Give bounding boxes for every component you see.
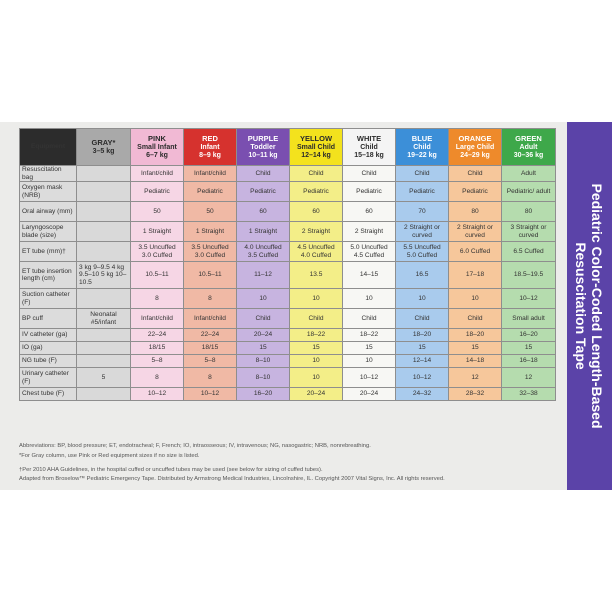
column-weight: 15–18 kg bbox=[354, 152, 384, 159]
table-cell: 18–20 bbox=[449, 329, 502, 342]
table-cell: 1 Straight bbox=[131, 222, 184, 242]
table-cell: 4.5 Uncuffed 4.0 Cuffed bbox=[290, 242, 343, 262]
column-category: Adult bbox=[519, 144, 538, 151]
table-cell: 18.5–19.5 bbox=[502, 262, 556, 289]
column-weight: 10–11 kg bbox=[248, 152, 278, 159]
table-row bbox=[20, 262, 556, 289]
table-cell: 8 bbox=[131, 289, 184, 309]
table-cell: 60 bbox=[343, 202, 396, 222]
column-name: GRAY* bbox=[91, 138, 116, 147]
table-cell: 16–20 bbox=[237, 388, 290, 401]
table-cell: 15 bbox=[237, 342, 290, 355]
table-cell: 22–24 bbox=[184, 329, 237, 342]
table-cell: 16–20 bbox=[502, 329, 556, 342]
table-row bbox=[20, 355, 556, 368]
column-header-yellow bbox=[290, 129, 343, 166]
table-row bbox=[20, 289, 556, 309]
row-label: Oral airway (mm) bbox=[20, 202, 77, 222]
column-weight: 8–9 kg bbox=[199, 152, 221, 159]
column-weight: 3–5 kg bbox=[92, 148, 115, 155]
table-cell: 10.5–11 bbox=[131, 262, 184, 289]
column-name: BLUE bbox=[411, 134, 433, 143]
table-cell: 24–32 bbox=[396, 388, 449, 401]
table-cell: 1 Straight bbox=[237, 222, 290, 242]
copyright-note: Adapted from Broselow™ Pediatric Emergency Tape. Distributed by Armstrong Medical Industries, Lincolnshire, IL. Copyright 2007 Vital Signs, Inc. All rights reserved. bbox=[19, 476, 445, 482]
table-cell: Infant/child bbox=[184, 166, 237, 182]
column-header-green bbox=[502, 129, 556, 166]
row-label: Resuscitation bag bbox=[20, 166, 77, 182]
table-cell: 18–22 bbox=[343, 329, 396, 342]
table-row bbox=[20, 309, 556, 329]
table-cell: 10 bbox=[290, 355, 343, 368]
table-cell: 8 bbox=[131, 368, 184, 388]
table-cell: 10 bbox=[290, 368, 343, 388]
column-category: Child bbox=[360, 144, 378, 151]
table-row bbox=[20, 182, 556, 202]
table-cell: 10 bbox=[449, 289, 502, 309]
column-header-pink bbox=[131, 129, 184, 166]
table-row bbox=[20, 368, 556, 388]
table-cell: 22–24 bbox=[131, 329, 184, 342]
row-label: IO (ga) bbox=[20, 342, 77, 355]
row-label: BP cuff bbox=[20, 309, 77, 329]
table-row bbox=[20, 329, 556, 342]
table-cell: 18/15 bbox=[184, 342, 237, 355]
row-label: Chest tube (F) bbox=[20, 388, 77, 401]
table-cell: Adult bbox=[502, 166, 556, 182]
table-cell: Pediatric bbox=[449, 182, 502, 202]
table-cell: 5.0 Uncuffed 4.5 Cuffed bbox=[343, 242, 396, 262]
table-row bbox=[20, 342, 556, 355]
table-cell bbox=[77, 342, 131, 355]
table-cell: 8 bbox=[184, 289, 237, 309]
table-cell: 4.0 Uncuffed 3.5 Cuffed bbox=[237, 242, 290, 262]
column-weight: 19–22 kg bbox=[407, 152, 437, 159]
table-row bbox=[20, 222, 556, 242]
table-cell: Infant/child bbox=[184, 309, 237, 329]
table-cell: 10 bbox=[237, 289, 290, 309]
table-cell: 10 bbox=[343, 289, 396, 309]
table-cell: 5.5 Uncuffed 5.0 Cuffed bbox=[396, 242, 449, 262]
table-cell: 60 bbox=[290, 202, 343, 222]
table-cell: Infant/child bbox=[131, 309, 184, 329]
table-cell: Child bbox=[343, 166, 396, 182]
table-cell: 10.5–11 bbox=[184, 262, 237, 289]
row-label: Urinary catheter (F) bbox=[20, 368, 77, 388]
table-cell: 3 kg 9–9.5 4 kg 9.5–10 5 kg 10–10.5 bbox=[77, 262, 131, 289]
table-cell: 28–32 bbox=[449, 388, 502, 401]
table-cell: Infant/child bbox=[131, 166, 184, 182]
table-cell: 1 Straight bbox=[184, 222, 237, 242]
table-cell: 14–18 bbox=[449, 355, 502, 368]
table-cell: 2 Straight bbox=[290, 222, 343, 242]
table-cell: Pediatric bbox=[237, 182, 290, 202]
table-cell: 18/15 bbox=[131, 342, 184, 355]
column-weight: 12–14 kg bbox=[301, 152, 331, 159]
column-category: Large Child bbox=[455, 144, 495, 151]
table-cell: 2 Straight bbox=[343, 222, 396, 242]
table-cell: 10–12 bbox=[184, 388, 237, 401]
table-cell: 10–12 bbox=[131, 388, 184, 401]
table-cell: 2 Straight or curved bbox=[449, 222, 502, 242]
table-cell: 18–22 bbox=[290, 329, 343, 342]
column-category: Small Child bbox=[296, 144, 336, 151]
table-cell: 3.5 Uncuffed 3.0 Cuffed bbox=[184, 242, 237, 262]
table-row bbox=[20, 166, 556, 182]
row-label: NG tube (F) bbox=[20, 355, 77, 368]
column-category: Small Infant bbox=[137, 144, 177, 151]
table-cell: Child bbox=[396, 309, 449, 329]
table-cell bbox=[77, 329, 131, 342]
table-cell: 60 bbox=[237, 202, 290, 222]
table-cell: 14–15 bbox=[343, 262, 396, 289]
table-cell: 80 bbox=[449, 202, 502, 222]
table-cell: 70 bbox=[396, 202, 449, 222]
table-cell bbox=[77, 355, 131, 368]
header-row bbox=[20, 129, 556, 166]
column-name: RED bbox=[202, 134, 218, 143]
table-cell: 15 bbox=[449, 342, 502, 355]
column-weight: 30–36 kg bbox=[513, 152, 544, 159]
table-cell: 10 bbox=[290, 289, 343, 309]
table-cell: 10–12 bbox=[343, 368, 396, 388]
table-cell: Pediatric bbox=[343, 182, 396, 202]
table-cell: 8–10 bbox=[237, 355, 290, 368]
column-name: YELLOW bbox=[299, 134, 333, 143]
column-weight: 6–7 kg bbox=[146, 152, 168, 159]
row-label: Suction catheter (F) bbox=[20, 289, 77, 309]
column-weight: 24–29 kg bbox=[460, 152, 490, 159]
table-cell: Child bbox=[290, 309, 343, 329]
table-cell bbox=[77, 182, 131, 202]
table-cell: Child bbox=[449, 166, 502, 182]
column-category: Infant bbox=[200, 144, 220, 151]
column-header-blue bbox=[396, 129, 449, 166]
table-cell: 11–12 bbox=[237, 262, 290, 289]
table-cell: Child bbox=[237, 166, 290, 182]
table-cell: 5–8 bbox=[184, 355, 237, 368]
table-row bbox=[20, 242, 556, 262]
table-row bbox=[20, 202, 556, 222]
table-cell: 18–20 bbox=[396, 329, 449, 342]
row-label: ET tube (mm)† bbox=[20, 242, 77, 262]
table-cell: 6.5 Cuffed bbox=[502, 242, 556, 262]
tape-title: Pediatric Color-Coded Length-Based Resuscitation Tape bbox=[573, 183, 605, 429]
column-name: PURPLE bbox=[247, 134, 279, 143]
column-category: Toddler bbox=[250, 144, 276, 151]
column-name: GREEN bbox=[515, 134, 542, 143]
table-cell: 6.0 Cuffed bbox=[449, 242, 502, 262]
row-label: IV catheter (ga) bbox=[20, 329, 77, 342]
column-header-white bbox=[343, 129, 396, 166]
table-cell: Child bbox=[343, 309, 396, 329]
table-cell: 20–24 bbox=[290, 388, 343, 401]
table-cell: Child bbox=[237, 309, 290, 329]
table-cell: 15 bbox=[343, 342, 396, 355]
row-label: Oxygen mask (NRB) bbox=[20, 182, 77, 202]
table-cell: 10 bbox=[396, 289, 449, 309]
table-cell: 50 bbox=[184, 202, 237, 222]
column-header-purple bbox=[237, 129, 290, 166]
table-cell: Pediatric bbox=[131, 182, 184, 202]
table-cell: 50 bbox=[131, 202, 184, 222]
table-cell: 3 Straight or curved bbox=[502, 222, 556, 242]
table-cell bbox=[77, 388, 131, 401]
table-cell: Child bbox=[290, 166, 343, 182]
table-cell: Small adult bbox=[502, 309, 556, 329]
table-cell: 15 bbox=[502, 342, 556, 355]
column-name: PINK bbox=[148, 134, 166, 143]
table-cell bbox=[77, 242, 131, 262]
table-cell: 16–18 bbox=[502, 355, 556, 368]
column-name: ORANGE bbox=[458, 134, 492, 143]
resuscitation-table bbox=[19, 128, 556, 401]
column-header-orange bbox=[449, 129, 502, 166]
column-category: Child bbox=[413, 144, 431, 151]
equipment-header: Equipment bbox=[20, 129, 77, 166]
guidelines-note: †Per 2010 AHA Guidelines, in the hospital cuffed or uncuffed tubes may be used (see below for sizing of cuffed tubes). bbox=[19, 467, 323, 473]
table-cell: 8–10 bbox=[237, 368, 290, 388]
column-header-gray bbox=[77, 129, 131, 166]
table-cell: 3.5 Uncuffed 3.0 Cuffed bbox=[131, 242, 184, 262]
table-cell: Pediatric bbox=[184, 182, 237, 202]
table-cell: 10 bbox=[343, 355, 396, 368]
table-row bbox=[20, 388, 556, 401]
table-cell: Pediatric bbox=[290, 182, 343, 202]
table-cell: 16.5 bbox=[396, 262, 449, 289]
table-cell: 5–8 bbox=[131, 355, 184, 368]
abbreviations-note: Abbreviations: BP, blood pressure; ET, endotracheal; F, French; IO, intraosseous; IV, intravenous; NG, nasogastric; NRB, nonrebreathing. bbox=[19, 443, 371, 449]
table-cell bbox=[77, 166, 131, 182]
table-cell: 80 bbox=[502, 202, 556, 222]
table-cell: 32–38 bbox=[502, 388, 556, 401]
table-cell: 13.5 bbox=[290, 262, 343, 289]
row-label: ET tube insertion length (cm) bbox=[20, 262, 77, 289]
row-label: Laryngoscope blade (size) bbox=[20, 222, 77, 242]
table-cell bbox=[77, 289, 131, 309]
table-cell: Child bbox=[396, 166, 449, 182]
table-cell: 20–24 bbox=[237, 329, 290, 342]
table-cell bbox=[77, 222, 131, 242]
gray-column-note: *For Gray column, use Pink or Red equipment sizes if no size is listed. bbox=[19, 453, 200, 459]
table-cell: 2 Straight or curved bbox=[396, 222, 449, 242]
column-header-red bbox=[184, 129, 237, 166]
table-cell: 15 bbox=[396, 342, 449, 355]
table-cell: 8 bbox=[184, 368, 237, 388]
table-cell: 12 bbox=[502, 368, 556, 388]
table-cell: 17–18 bbox=[449, 262, 502, 289]
column-name: WHITE bbox=[356, 134, 382, 143]
table-cell: 10–12 bbox=[502, 289, 556, 309]
table-cell: Pediatric bbox=[396, 182, 449, 202]
table-cell bbox=[77, 202, 131, 222]
table-cell: 12 bbox=[449, 368, 502, 388]
table-cell: 20–24 bbox=[343, 388, 396, 401]
table-cell: 10–12 bbox=[396, 368, 449, 388]
table-cell: Pediatric/ adult bbox=[502, 182, 556, 202]
table-cell: 15 bbox=[290, 342, 343, 355]
table-cell: Child bbox=[449, 309, 502, 329]
table-cell: 12–14 bbox=[396, 355, 449, 368]
table-cell: 5 bbox=[77, 368, 131, 388]
table-cell: Neonatal #5/infant bbox=[77, 309, 131, 329]
